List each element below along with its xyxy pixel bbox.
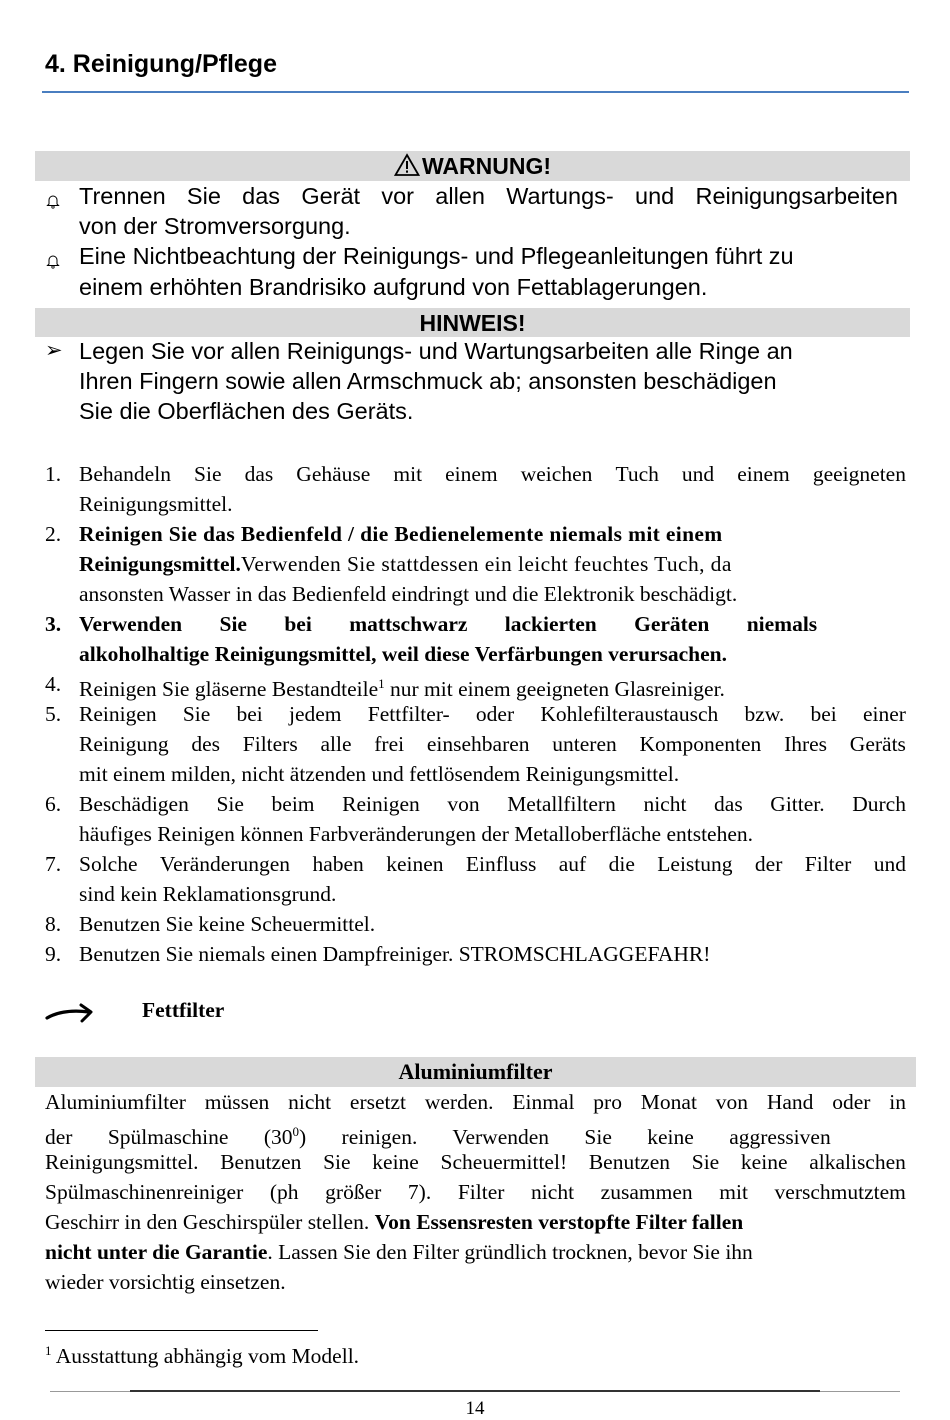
step-number: 4. [45,672,62,696]
hint-line-2: Ihren Fingern sowie allen Armschmuck ab; ansonsten beschädigen [79,368,777,394]
step-9-line-1: Benutzen Sie niemals einen Dampfreiniger. STROMSCHLAGGEFAHR! [79,942,711,966]
step-2-line-1: Reinigen Sie das Bedienfeld / die Bedienelemente niemals mit einem [79,522,723,546]
footnote [45,1343,359,1369]
page-number: 14 [465,1398,485,1419]
step-2-line-2: Reinigungsmittel. Verwenden Sie stattdessen ein leicht feuchtes Tuch, da [79,552,732,576]
fettfilter-heading: Fettfilter [142,998,225,1022]
warning-item-2-line-2: einem erhöhten Brandrisiko aufgrund von Fettablagerungen. [79,274,708,300]
aluminium-line-3: Reinigungsmittel. Benutzen Sie keine Scheuermittel! Benutzen Sie keine alkalischen [45,1150,906,1174]
hint-line-1: Legen Sie vor allen Reinigungs- und Wartungsarbeiten alle Ringe an [79,338,793,364]
step-7-line-1: Solche Veränderungen haben keinen Einfluss auf die Leistung der Filter und [79,852,906,876]
arrow-icon [45,1000,95,1026]
footnote-reference: 1 [378,676,385,691]
warning-item-1-line-2: von der Stromversorgung. [79,213,351,239]
aluminium-line-7: wieder vorsichtig einsetzen. [45,1270,286,1294]
warning-header [35,151,910,181]
hint-line-3: Sie die Oberflächen des Geräts. [79,398,414,424]
bell-icon [45,253,61,269]
step-7-line-2: sind kein Reklamationsgrund. [79,882,337,906]
step-number: 2. [45,522,62,546]
arrowhead-bullet-icon: ➢ [45,339,63,362]
step-1-line-2: Reinigungsmittel. [79,492,233,516]
aluminium-line-6: nicht unter die Garantie. Lassen Sie den Filter gründlich trocknen, bevor Sie ihn [45,1240,753,1264]
step-number: 8. [45,912,62,936]
aluminium-line-4: Spülmaschinenreiniger (ph größer 7). Filter nicht zusammen mit verschmutztem [45,1180,906,1204]
warning-title: WARNUNG! [421,153,552,179]
step-number: 5. [45,702,62,726]
step-2-line-3: ansonsten Wasser in das Bedienfeld eindringt und die Elektronik beschädigt. [79,582,738,606]
step-6-line-2: häufiges Reinigen können Farbveränderungen der Metalloberfläche entstehen. [79,822,754,846]
hint-title: HINWEIS! [419,310,526,336]
step-3-line-2: alkoholhaltige Reinigungsmittel, weil diese Verfärbungen verursachen. [79,642,727,666]
bell-icon [45,193,61,209]
step-3-line-1: Verwenden Sie bei mattschwarz lackierten Geräten niemals [79,612,818,636]
footer-divider-accent [130,1390,820,1392]
aluminium-line-5: Geschirr in den Geschirspüler stellen. Von Essensresten verstopfte Filter fallen [45,1210,744,1234]
step-6-line-1: Beschädigen Sie beim Reinigen von Metallfiltern nicht das Gitter. Durch [79,792,906,816]
step-1-line-1: Behandeln Sie das Gehäuse mit einem weichen Tuch und einem geeigneten [79,462,906,486]
warning-triangle-icon [394,153,420,177]
aluminium-line-1: Aluminiumfilter müssen nicht ersetzt werden. Einmal pro Monat von Hand oder in [45,1090,906,1114]
footnote-text: Ausstattung abhängig vom Modell. [51,1344,360,1368]
step-5-line-2: Reinigung des Filters alle frei einsehbaren unteren Komponenten Ihres Geräts [79,732,906,756]
footnote-divider [45,1330,318,1331]
chapter-title: 4. Reinigung/Pflege [45,50,277,78]
step-number: 1. [45,462,62,486]
footnote-mark: 1 [45,1343,52,1358]
warning-item-1-line-1: Trennen Sie das Gerät vor allen Wartungs- und Reinigungsarbeiten [79,183,898,209]
warning-item-2-line-1: Eine Nichtbeachtung der Reinigungs- und Pflegeanleitungen führt zu [79,243,794,269]
step-8-line-1: Benutzen Sie keine Scheuermittel. [79,912,376,936]
aluminium-line-2: der Spülmaschine $(30^0)$ reinigen. Verwenden Sie keine aggressiven [45,1124,831,1150]
step-4-line-1: Reinigen Sie gläserne Bestandteile$^1$ nur mit einem geeigneten Glasreiniger. [79,676,725,702]
step-5-line-1: Reinigen Sie bei jedem Fettfilter- oder Kohlefilteraustausch bzw. bei einer [79,702,906,726]
aluminium-title: Aluminiumfilter [398,1059,553,1084]
header-divider [42,91,909,93]
aluminium-header [35,1057,916,1087]
step-5-line-3: mit einem milden, nicht ätzenden und fettlösendem Reinigungsmittel. [79,762,680,786]
step-number: 3. [45,612,62,636]
hint-header [35,308,910,337]
step-number: 9. [45,942,62,966]
step-number: 7. [45,852,62,876]
step-number: 6. [45,792,62,816]
